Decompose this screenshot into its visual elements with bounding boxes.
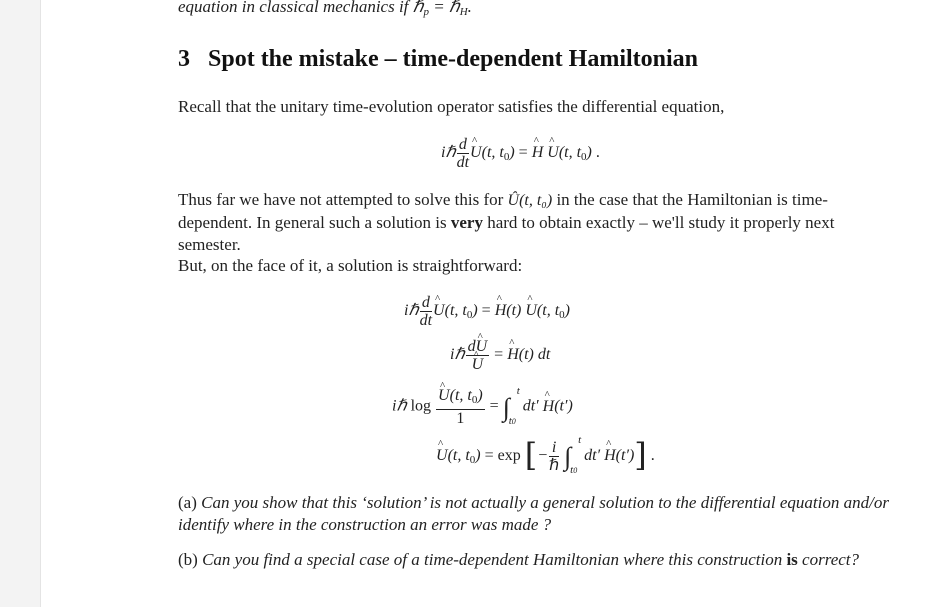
- derivation-line-2: iℏ d^ U ^ U = ^ H(t) dt: [450, 338, 550, 373]
- derivation-line-1: iℏ $\frac{d}{dt}$ ^ U(t, $t_0$) = ^ H(t) ^ U(t, $t_0$): [404, 294, 570, 329]
- equation-schrodinger: iℏ $\frac{d}{dt}$ ^ U(t, $t_0$) = ^ H ^ U(t, $t_0$) .: [441, 136, 600, 171]
- question-a: (a) Can you show that this ‘solution’ is not actually a general solution to the differential equation and/or identify where in the construction an error was made ?: [178, 493, 889, 534]
- section-number: 3: [178, 46, 190, 72]
- section-heading: [178, 46, 698, 73]
- derivation-line-3: iℏ log ^ $\frac{U(t, t_0)}{1}$ = ∫ t t0 dt′ ^ H(t′): [392, 387, 573, 427]
- but-paragraph: But, on the face of it, a solution is straightforward:: [178, 256, 523, 275]
- left-gutter: [0, 0, 41, 607]
- top-fragment: equation in classical mechanics if ℏ$_p$ = ℏ$_H$.: [178, 0, 472, 18]
- section-title: Spot the mistake – time-dependent Hamiltonian: [208, 46, 699, 72]
- question-b: (b) Can you find a special case of a time-dependent Hamiltonian where this construction is correct?: [178, 550, 860, 569]
- thus-paragraph: Thus far we have not attempted to solve this for Û(t, t₀) in the case that the Hamiltonian is time-dependent. In general such a solution is very hard to obtain exactly – we'll study it properly next semester.: [178, 190, 835, 254]
- derivation-line-4: ^ U(t, $t_0) = \exp$ [− $\frac{i}{\text{ℏ}}$ ∫ t t0 dt′ ^ H(t′)] .: [436, 436, 655, 474]
- intro-paragraph: Recall that the unitary time-evolution operator satisfies the differential equation,: [178, 97, 725, 116]
